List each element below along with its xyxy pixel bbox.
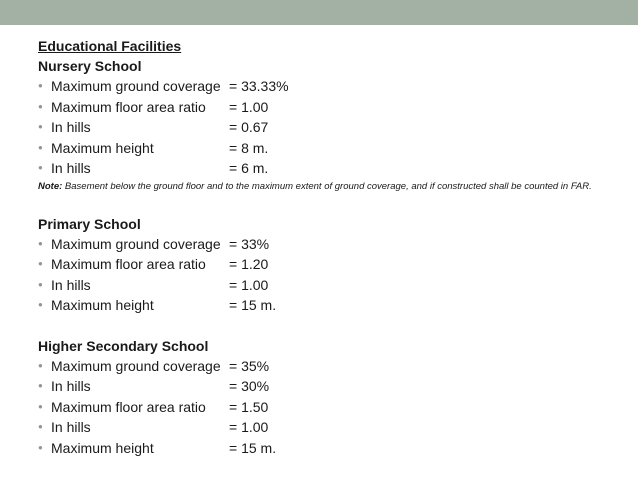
list-item <box>38 417 598 438</box>
item-label: Maximum height <box>51 439 154 456</box>
list-item <box>38 397 598 418</box>
item-label: In hills <box>51 119 91 135</box>
item-value: = 0.67 <box>229 119 269 135</box>
bullet-icon: ● <box>38 238 43 248</box>
section-title-primary: Primary School <box>38 215 141 232</box>
bullet-icon: ● <box>38 381 43 390</box>
item-label: Maximum floor area ratio <box>51 98 206 115</box>
item-value: = 33% <box>229 235 270 252</box>
item-label: Maximum ground coverage <box>51 78 221 94</box>
note-label: Note: <box>38 180 63 192</box>
list-item <box>38 97 598 118</box>
item-label: In hills <box>51 160 91 176</box>
item-label: Maximum height <box>51 139 154 156</box>
spacer <box>38 194 598 214</box>
bullet-icon: ● <box>38 300 43 309</box>
item-label: In hills <box>51 378 91 394</box>
list-item <box>38 438 598 459</box>
bullet-icon: ● <box>38 81 43 90</box>
item-label: Maximum floor area ratio <box>51 398 206 415</box>
bullet-icon: ● <box>38 142 43 152</box>
list-item <box>38 138 598 159</box>
item-value: = 1.20 <box>229 256 269 272</box>
item-value: = 8 m. <box>229 139 269 156</box>
list-item <box>38 275 598 296</box>
bullet-icon: ● <box>38 442 43 452</box>
spacer <box>38 316 598 336</box>
list-item <box>38 356 598 377</box>
bullet-icon: ● <box>38 422 43 431</box>
list-item <box>38 254 598 275</box>
list-item <box>38 76 598 97</box>
list-item <box>38 295 598 316</box>
bullet-icon: ● <box>38 279 43 289</box>
bullet-icon: ● <box>38 401 43 411</box>
list-item <box>38 234 598 255</box>
section-title-nursery: Nursery School <box>38 58 142 74</box>
bullet-icon: ● <box>38 101 43 111</box>
item-value: = 15 m. <box>229 439 277 456</box>
bullet-icon: ● <box>38 360 43 370</box>
item-label: Maximum ground coverage <box>51 235 221 252</box>
item-value: = 35% <box>229 357 270 374</box>
item-label: In hills <box>51 419 91 435</box>
note-text <box>38 180 598 194</box>
item-value: = 1.00 <box>229 419 269 435</box>
note-body: Basement below the ground floor and to the maximum extent of ground coverage, and if constructed shall be counted in FAR. <box>62 180 592 192</box>
item-value: = 33.33% <box>229 78 289 94</box>
item-value: = 30% <box>229 378 270 394</box>
item-value: = 1.00 <box>229 276 269 293</box>
item-label: In hills <box>51 276 91 293</box>
slide-content <box>38 36 598 458</box>
item-label: Maximum height <box>51 297 154 313</box>
header-bar <box>0 0 638 25</box>
section-title-higher-secondary: Higher Secondary School <box>38 337 209 354</box>
list-item <box>38 376 598 397</box>
page-title: Educational Facilities <box>38 38 182 54</box>
item-label: Maximum ground coverage <box>51 357 221 374</box>
item-label: Maximum floor area ratio <box>51 256 206 272</box>
item-value: = 1.00 <box>229 98 269 115</box>
bullet-icon: ● <box>38 122 43 131</box>
list-item <box>38 117 598 138</box>
item-value: = 15 m. <box>229 297 277 313</box>
item-value: = 6 m. <box>229 160 269 176</box>
bullet-icon: ● <box>38 259 43 268</box>
list-item <box>38 158 598 179</box>
item-value: = 1.50 <box>229 398 269 415</box>
bullet-icon: ● <box>38 163 43 172</box>
